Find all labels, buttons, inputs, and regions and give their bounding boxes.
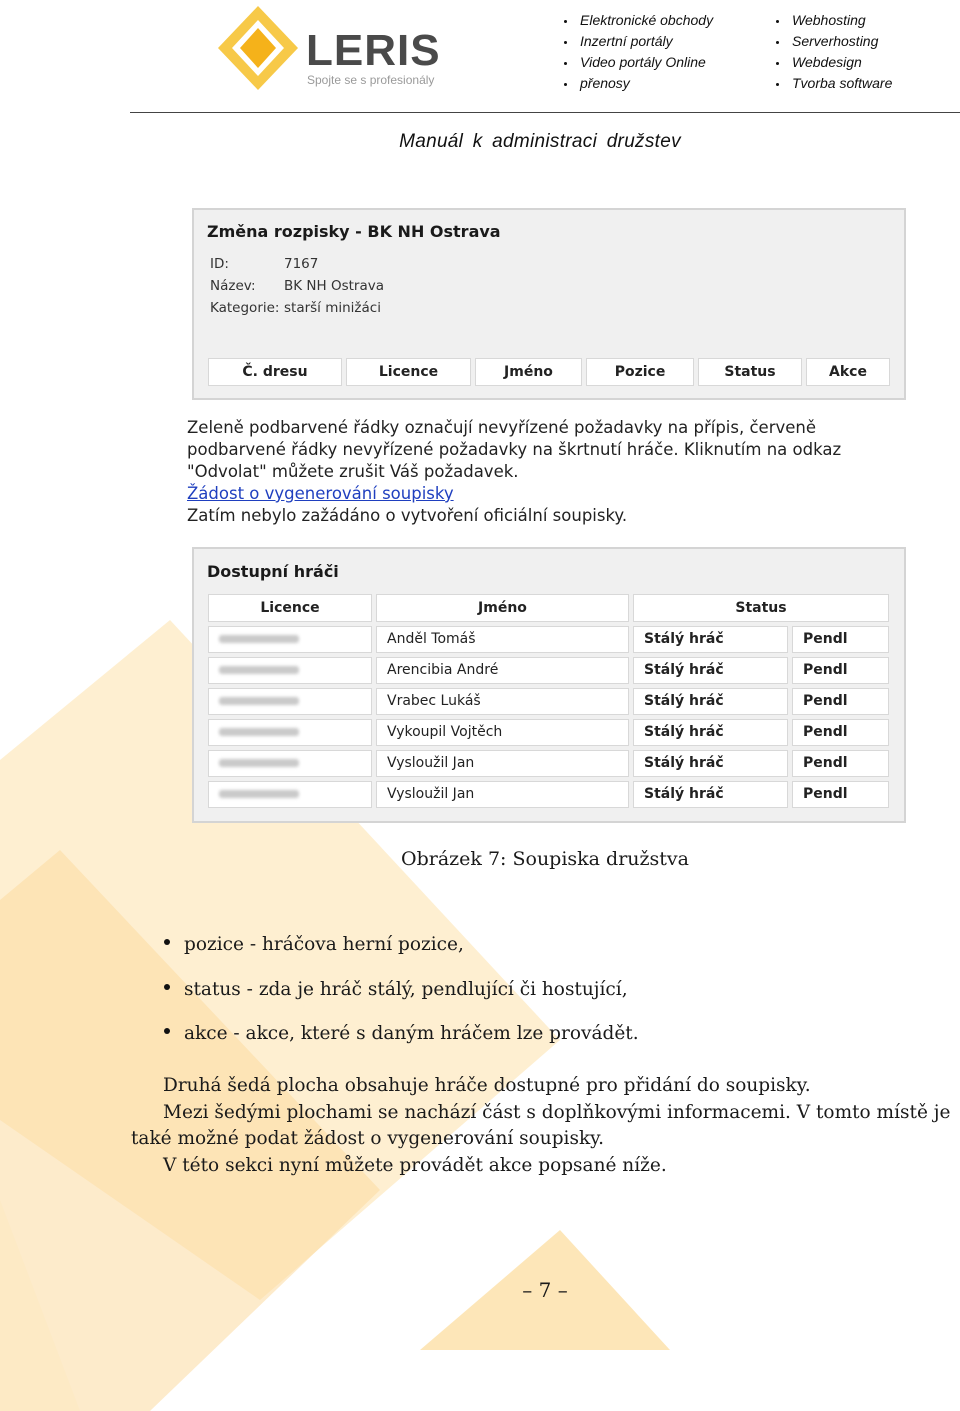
- players-column-headers: [208, 594, 889, 622]
- license-cell-blurred: [208, 781, 372, 808]
- panel-title: Změna rozpisky - BK NH Ostrava: [207, 222, 501, 241]
- logo-diamond-icon: [218, 6, 308, 90]
- logo-tagline: Spojte se s profesionály: [307, 73, 435, 87]
- player-status: Stálý hráč: [633, 688, 788, 715]
- service-item: Webdesign: [776, 52, 892, 73]
- logo-wordmark: LERIS: [306, 26, 441, 75]
- service-item: Video portály Online: [564, 52, 713, 73]
- name-label: Název:: [210, 278, 256, 294]
- bullet-item: pozice - hráčova herní pozice,: [164, 934, 464, 955]
- info-line: Zeleně podbarvené řádky označují nevyřízené požadavky na přípis, červeně: [187, 418, 817, 437]
- license-cell-blurred: [208, 750, 372, 777]
- pendl-action[interactable]: Pendl: [792, 626, 889, 653]
- player-status: Stálý hráč: [633, 750, 788, 777]
- info-line: podbarvené řádky nevyřízené požadavky na škrtnutí hráče. Kliknutím na odkaz: [187, 440, 842, 459]
- page-number: – 7 –: [522, 1278, 568, 1302]
- license-cell-blurred: [208, 719, 372, 746]
- panel-title: Dostupní hráči: [207, 562, 339, 581]
- column-header-position[interactable]: Pozice: [586, 358, 694, 386]
- column-header-action[interactable]: Akce: [806, 358, 890, 386]
- player-status: Stálý hráč: [633, 626, 788, 653]
- player-name: Anděl Tomáš: [376, 626, 629, 653]
- service-item: Inzertní portály: [564, 31, 713, 52]
- paragraph: V této sekci nyní můžete provádět akce popsané níže.: [163, 1154, 667, 1176]
- bullet-item: status - zda je hráč stálý, pendlující či hostující,: [164, 979, 628, 1000]
- leris-logo: [218, 6, 458, 90]
- id-value: 7167: [284, 256, 319, 272]
- header-divider: [130, 112, 960, 113]
- pendl-action[interactable]: Pendl: [792, 688, 889, 715]
- paragraph: Mezi šedými plochami se nachází část s doplňkovými informacemi. V tomto místě je: [163, 1101, 951, 1123]
- column-header-name[interactable]: Jméno: [475, 358, 582, 386]
- player-status: Stálý hráč: [633, 781, 788, 808]
- table-row: [208, 781, 889, 808]
- table-row: [208, 657, 889, 684]
- services-list-left: [564, 10, 713, 94]
- player-status: Stálý hráč: [633, 719, 788, 746]
- column-header-name[interactable]: Jméno: [376, 594, 629, 622]
- request-roster-link[interactable]: Žádost o vygenerování soupisky: [187, 484, 454, 503]
- column-header-license[interactable]: Licence: [208, 594, 372, 622]
- service-item: Webhosting: [776, 10, 892, 31]
- roster-column-headers: [208, 358, 890, 386]
- player-name: Vrabec Lukáš: [376, 688, 629, 715]
- available-players-panel: [192, 547, 906, 823]
- service-item: Tvorba software: [776, 73, 892, 94]
- player-status: Stálý hráč: [633, 657, 788, 684]
- table-row: [208, 750, 889, 777]
- pendl-action[interactable]: Pendl: [792, 657, 889, 684]
- paragraph: Druhá šedá plocha obsahuje hráče dostupné pro přidání do soupisky.: [163, 1075, 811, 1096]
- bullet-item: akce - akce, které s daným hráčem lze provádět.: [164, 1023, 639, 1044]
- player-name: Vykoupil Vojtěch: [376, 719, 629, 746]
- column-header-license[interactable]: Licence: [346, 358, 471, 386]
- category-label: Kategorie:: [210, 300, 280, 316]
- bullet-dot-icon: [164, 939, 170, 945]
- pendl-action[interactable]: Pendl: [792, 781, 889, 808]
- paragraph: také možné podat žádost o vygenerování soupisky.: [131, 1128, 605, 1149]
- service-item: Serverhosting: [776, 31, 892, 52]
- category-value: starší minižáci: [284, 300, 381, 316]
- name-value: BK NH Ostrava: [284, 278, 384, 294]
- table-row: [208, 688, 889, 715]
- bullet-dot-icon: [164, 1028, 170, 1034]
- roster-change-panel: [192, 208, 906, 400]
- players-table: [208, 626, 898, 812]
- player-name: Arencibia André: [376, 657, 629, 684]
- license-cell-blurred: [208, 626, 372, 653]
- license-cell-blurred: [208, 688, 372, 715]
- player-name: Vysloužil Jan: [376, 781, 629, 808]
- column-header-status[interactable]: Status: [698, 358, 802, 386]
- service-item: Elektronické obchody: [564, 10, 713, 31]
- id-label: ID:: [210, 256, 229, 272]
- pendl-action[interactable]: Pendl: [792, 750, 889, 777]
- column-header-status[interactable]: Status: [633, 594, 889, 622]
- info-line: Zatím nebylo zažádáno o vytvoření oficiální soupisky.: [187, 506, 628, 525]
- bullet-dot-icon: [164, 984, 170, 990]
- license-cell-blurred: [208, 657, 372, 684]
- document-title: Manuál k administraci družstev: [399, 131, 681, 152]
- roster-info-text: [187, 417, 907, 527]
- table-row: [208, 719, 889, 746]
- pendl-action[interactable]: Pendl: [792, 719, 889, 746]
- table-row: [208, 626, 889, 653]
- service-item: přenosy: [564, 73, 713, 94]
- body-text: [131, 1073, 960, 1179]
- info-line: "Odvolat" můžete zrušit Váš požadavek.: [187, 462, 519, 481]
- figure-caption: Obrázek 7: Soupiska družstva: [401, 848, 689, 870]
- column-header-jersey[interactable]: Č. dresu: [208, 358, 342, 386]
- player-name: Vysloužil Jan: [376, 750, 629, 777]
- services-list-right: [776, 10, 892, 94]
